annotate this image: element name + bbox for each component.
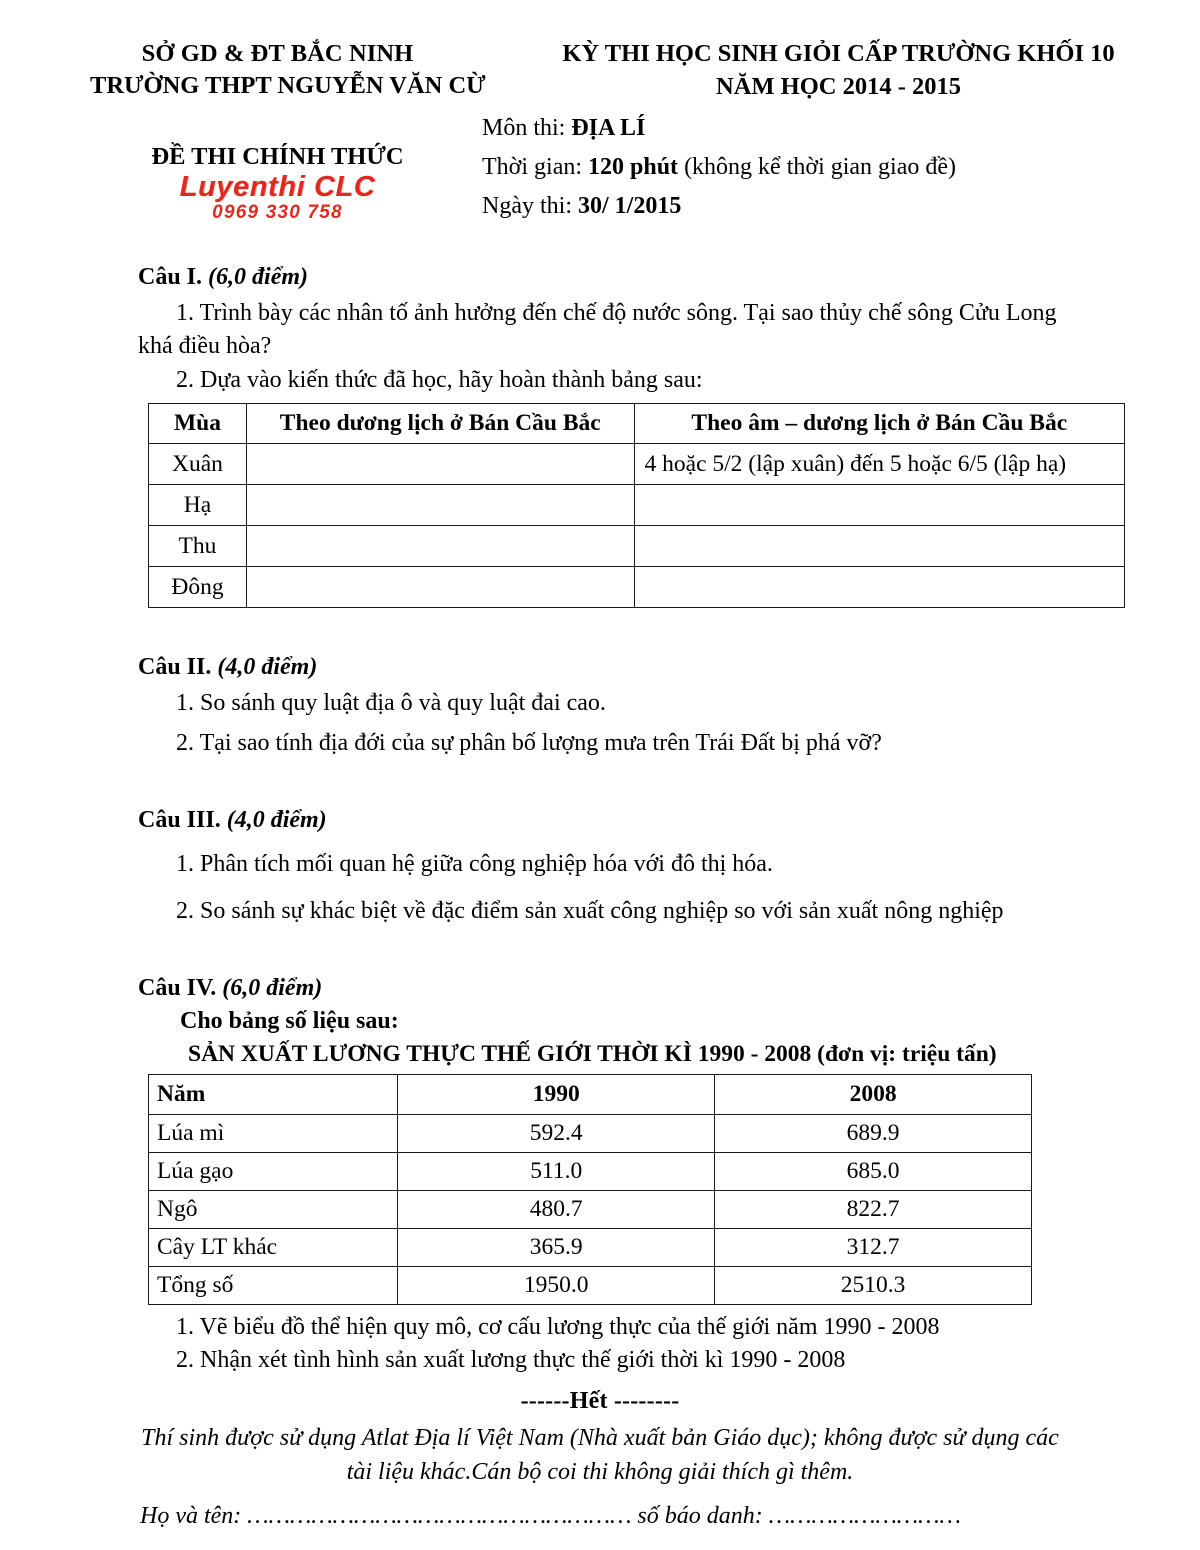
season-col-header-amduonglich: Theo âm – dương lịch ở Bán Cầu Bắc bbox=[634, 404, 1124, 444]
question-1-heading bbox=[138, 264, 1200, 291]
crop-value-2008: 312.7 bbox=[715, 1228, 1032, 1266]
question-3-heading bbox=[138, 807, 1200, 834]
candidate-name-label: Họ và tên: bbox=[140, 1503, 242, 1530]
data-table-header-row bbox=[149, 1074, 1032, 1114]
header-right-block bbox=[465, 38, 1200, 226]
question-4-intro: Cho bảng số liệu sau: bbox=[180, 1007, 399, 1034]
document-body bbox=[0, 264, 1200, 1531]
season-amduonglich-cell[interactable] bbox=[634, 485, 1124, 526]
crop-value-1990: 365.9 bbox=[398, 1228, 715, 1266]
season-amduonglich-cell[interactable] bbox=[634, 567, 1124, 608]
season-amduonglich-cell[interactable] bbox=[634, 526, 1124, 567]
data-col-header-year: Năm bbox=[149, 1074, 398, 1114]
table-row bbox=[149, 1114, 1032, 1152]
table-row bbox=[149, 1266, 1032, 1304]
duration-value: 120 phút bbox=[588, 153, 679, 180]
season-col-header-duonglich: Theo dương lịch ở Bán Cầu Bắc bbox=[246, 404, 634, 444]
candidate-sbd-dots[interactable]: ……………………… bbox=[768, 1503, 961, 1530]
department-name: SỞ GD & ĐT BẮC NINH bbox=[141, 40, 414, 67]
question-3-item-2: 2. So sánh sự khác biệt về đặc điểm sản xuất công nghiệp so với sản xuất nông nghiệp bbox=[176, 898, 1004, 925]
watermark-logo bbox=[90, 170, 465, 224]
question-3-points: (4,0 điểm) bbox=[226, 806, 327, 833]
table-row bbox=[149, 444, 1125, 485]
date-value: 30/ 1/2015 bbox=[578, 192, 682, 219]
question-2-points: (4,0 điểm) bbox=[217, 654, 318, 681]
question-1-label: Câu I. bbox=[138, 263, 203, 290]
data-col-header-1990: 1990 bbox=[398, 1074, 715, 1114]
table-row bbox=[149, 485, 1125, 526]
question-2-item-2: 2. Tại sao tính địa đới của sự phân bố lượng mưa trên Trái Đất bị phá vỡ? bbox=[176, 729, 882, 756]
question-4-heading bbox=[138, 975, 1200, 1002]
table-row bbox=[149, 526, 1125, 567]
exam-instructions-line1: Thí sinh được sử dụng Atlat Địa lí Việt Nam (Nhà xuất bản Giáo dục); không được sử dụng các bbox=[141, 1424, 1059, 1451]
table-row bbox=[149, 567, 1125, 608]
duration-note: (không kể thời gian giao đề) bbox=[684, 153, 957, 180]
data-col-header-2008: 2008 bbox=[715, 1074, 1032, 1114]
question-2-heading bbox=[138, 654, 1200, 681]
duration-label: Thời gian: bbox=[482, 153, 583, 180]
exam-meta-block bbox=[477, 109, 1200, 226]
crop-value-2008: 2510.3 bbox=[715, 1266, 1032, 1304]
crop-label-cell: Ngô bbox=[149, 1190, 398, 1228]
duration-line bbox=[482, 148, 1200, 187]
official-exam-label: ĐỀ THI CHÍNH THỨC bbox=[151, 142, 404, 170]
season-duonglich-cell[interactable] bbox=[246, 444, 634, 485]
document-header bbox=[0, 0, 1200, 226]
question-3-item-1: 1. Phân tích mối quan hệ giữa công nghiệp hóa với đô thị hóa. bbox=[176, 850, 773, 877]
exam-instructions-line2: tài liệu khác.Cán bộ coi thi không giải thích gì thêm. bbox=[346, 1458, 854, 1485]
crop-label-cell: Lúa mì bbox=[149, 1114, 398, 1152]
subject-value: ĐỊA LÍ bbox=[571, 114, 646, 141]
candidate-sbd-label: số báo danh: bbox=[637, 1503, 763, 1530]
header-left-block bbox=[0, 38, 486, 226]
end-marker: ------Hết -------- bbox=[520, 1387, 680, 1414]
season-amduonglich-cell[interactable]: 4 hoặc 5/2 (lập xuân) đến 5 hoặc 6/5 (lập hạ) bbox=[634, 444, 1124, 485]
candidate-info-line bbox=[140, 1503, 1200, 1530]
question-4-label: Câu IV. bbox=[138, 974, 217, 1001]
question-4-points: (6,0 điểm) bbox=[222, 974, 323, 1001]
crop-value-1990: 1950.0 bbox=[398, 1266, 715, 1304]
food-production-table bbox=[148, 1074, 1032, 1305]
date-line bbox=[482, 187, 1200, 226]
crop-value-2008: 822.7 bbox=[715, 1190, 1032, 1228]
crop-value-2008: 685.0 bbox=[715, 1152, 1032, 1190]
exam-title-line1: KỲ THI HỌC SINH GIỎI CẤP TRƯỜNG KHỐI 10 bbox=[562, 40, 1115, 67]
subject-line bbox=[482, 109, 1200, 148]
crop-label-cell: Lúa gạo bbox=[149, 1152, 398, 1190]
season-name-cell: Hạ bbox=[149, 485, 247, 526]
logo-brand-text: Luyenthi CLC bbox=[179, 170, 376, 203]
season-duonglich-cell[interactable] bbox=[246, 567, 634, 608]
table-row bbox=[149, 1152, 1032, 1190]
question-3-label: Câu III. bbox=[138, 806, 221, 833]
question-1-item-1-line2: khá điều hòa? bbox=[138, 333, 272, 360]
table-row bbox=[149, 1228, 1032, 1266]
question-1-item-2: 2. Dựa vào kiến thức đã học, hãy hoàn thành bảng sau: bbox=[176, 366, 703, 393]
crop-value-1990: 480.7 bbox=[398, 1190, 715, 1228]
season-name-cell: Thu bbox=[149, 526, 247, 567]
data-table-title: SẢN XUẤT LƯƠNG THỰC THẾ GIỚI THỜI KÌ 1990 - 2008 (đơn vị: triệu tấn) bbox=[188, 1040, 997, 1067]
logo-phone-number: 0969 330 758 bbox=[212, 201, 343, 223]
candidate-name-dots[interactable]: ……………………………………………… bbox=[247, 1503, 632, 1530]
crop-label-cell: Cây LT khác bbox=[149, 1228, 398, 1266]
crop-value-1990: 511.0 bbox=[398, 1152, 715, 1190]
table-row bbox=[149, 1190, 1032, 1228]
season-table-header-row bbox=[149, 404, 1125, 444]
season-name-cell: Xuân bbox=[149, 444, 247, 485]
season-name-cell: Đông bbox=[149, 567, 247, 608]
question-2-item-1: 1. So sánh quy luật địa ô và quy luật đai cao. bbox=[176, 690, 606, 717]
season-duonglich-cell[interactable] bbox=[246, 526, 634, 567]
subject-label: Môn thi: bbox=[482, 114, 566, 141]
question-1-points: (6,0 điểm) bbox=[208, 263, 309, 290]
school-name: TRƯỜNG THPT NGUYỄN VĂN CỪ bbox=[90, 72, 486, 100]
crop-value-2008: 689.9 bbox=[715, 1114, 1032, 1152]
date-label: Ngày thi: bbox=[482, 192, 572, 219]
question-4-item-2: 2. Nhận xét tình hình sản xuất lương thực thế giới thời kì 1990 - 2008 bbox=[176, 1347, 846, 1374]
exam-title-line2: NĂM HỌC 2014 - 2015 bbox=[716, 72, 961, 100]
crop-label-cell: Tổng số bbox=[149, 1266, 398, 1304]
season-col-header-mua: Mùa bbox=[149, 404, 247, 444]
question-1-item-1-line1: 1. Trình bày các nhân tố ảnh hưởng đến chế độ nước sông. Tại sao thủy chế sông Cửu Long bbox=[176, 299, 1057, 326]
question-2-label: Câu II. bbox=[138, 654, 212, 681]
crop-value-1990: 592.4 bbox=[398, 1114, 715, 1152]
season-table bbox=[148, 403, 1125, 608]
season-duonglich-cell[interactable] bbox=[246, 485, 634, 526]
question-4-item-1: 1. Vẽ biểu đồ thể hiện quy mô, cơ cấu lương thực của thế giới năm 1990 - 2008 bbox=[176, 1313, 940, 1340]
